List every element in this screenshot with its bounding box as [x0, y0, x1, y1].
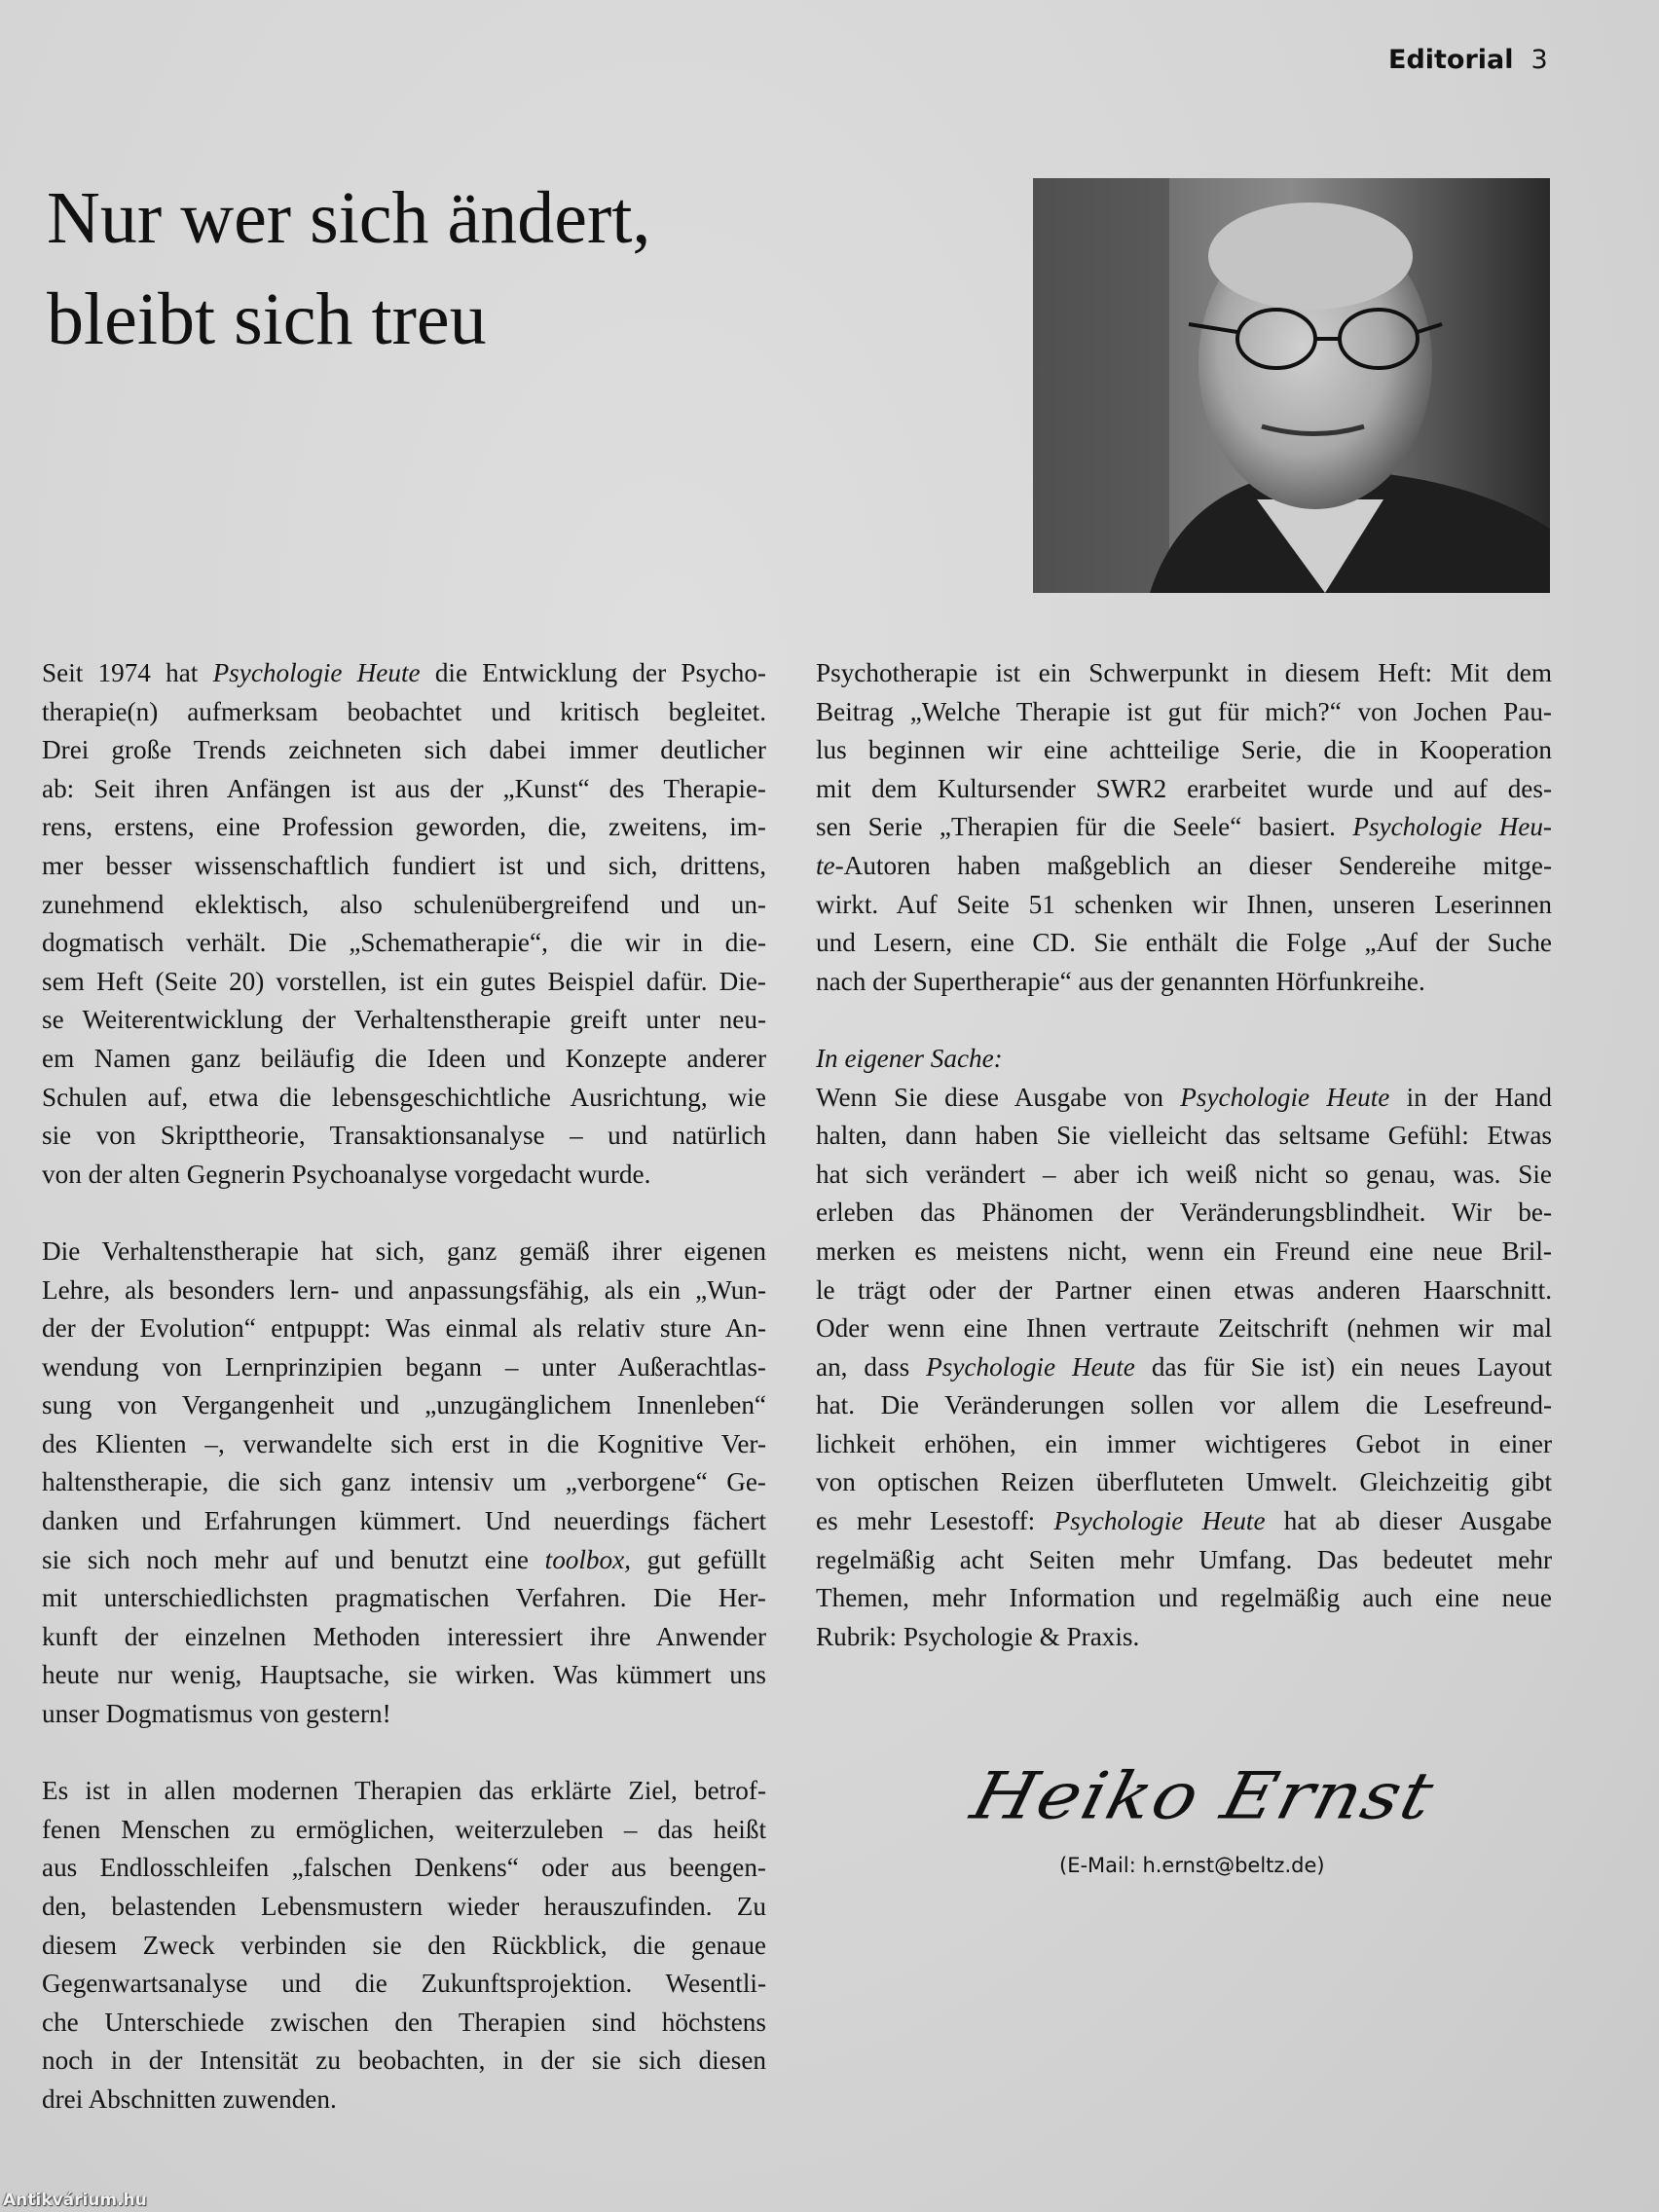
text-line: [42, 847, 766, 886]
right-column: [816, 654, 1552, 1695]
text-segment: Psychotherapie ist ein Schwerpunkt in diesem Heft: Mit dem: [816, 658, 1552, 687]
text-segment: dogmatisch verhält. Die „Schematherapie“, die wir in die-: [42, 928, 766, 958]
page-header: [1388, 45, 1548, 75]
text-line: [42, 808, 766, 847]
text-line: [42, 1001, 766, 1040]
text-segment: Oder wenn eine Ihnen vertraute Zeitschrift (nehmen wir mal: [816, 1313, 1552, 1344]
text-segment: von der alten Gegnerin Psychoanalyse vorgedacht wurde.: [42, 1159, 651, 1189]
text-segment: sie von Skripttheorie, Transaktionsanalyse – und natürlich: [42, 1121, 766, 1151]
text-line: [816, 963, 1552, 1002]
text-segment: es mehr Lesestoff:: [816, 1506, 1054, 1536]
text-line: [816, 770, 1552, 809]
text-segment: sie sich noch mehr auf und benutzt eine: [42, 1544, 545, 1574]
text-line: [42, 2081, 766, 2120]
italic-text-segment: Psychologie Heute: [1180, 1082, 1390, 1112]
text-line: [816, 1618, 1552, 1657]
text-line: [816, 693, 1552, 732]
signature-text: Heiko Ernst: [964, 1758, 1443, 1834]
paragraph: [42, 654, 766, 1194]
italic-text-segment: Psychologie Heute: [212, 658, 421, 687]
text-line: [816, 1541, 1552, 1580]
text-line: [42, 1425, 766, 1464]
author-photo: [1033, 178, 1550, 593]
text-line: [816, 847, 1552, 886]
portrait-image: [1033, 178, 1550, 593]
watermark: Antikvárium.hu: [3, 2191, 147, 2210]
text-line: [816, 1156, 1552, 1195]
text-line: [816, 1386, 1552, 1425]
paragraph: [816, 1040, 1552, 1657]
text-line: [42, 886, 766, 925]
title-line: Nur wer sich ändert,: [47, 177, 651, 259]
text-line: [816, 731, 1552, 770]
text-line: [816, 1348, 1552, 1387]
text-segment: wendung von Lernprinzipien begann – unter Außerachtlas-: [42, 1351, 766, 1382]
text-line: [816, 654, 1552, 693]
text-segment: merken es meistens nicht, wenn ein Freund eine neue Bril-: [816, 1235, 1552, 1266]
text-line: [42, 1849, 766, 1888]
text-line: [42, 1541, 766, 1580]
text-segment: heute nur wenig, Hauptsache, sie wirken. Was kümmert uns: [42, 1660, 766, 1690]
italic-text-segment: Psychologie Heute: [926, 1351, 1135, 1382]
text-segment: die Entwicklung der Psycho-: [420, 658, 766, 687]
text-segment: regelmäßig acht Seiten mehr Umfang. Das bedeutet mehr: [816, 1544, 1552, 1574]
text-line: [816, 1463, 1552, 1502]
text-line: [42, 2004, 766, 2043]
section-label: Editorial: [1388, 45, 1514, 75]
italic-text-segment: toolbox,: [544, 1544, 631, 1574]
text-segment: drei Abschnitten zuwenden.: [42, 2083, 337, 2114]
text-line: [816, 1425, 1552, 1464]
text-segment: erleben das Phänomen der Veränderungsblindheit. Wir be-: [816, 1198, 1552, 1228]
text-line: [816, 924, 1552, 963]
text-segment: ab: Seit ihren Anfängen ist aus der „Kunst“ des Therapie-: [42, 773, 766, 803]
text-line: [42, 1156, 766, 1195]
text-segment: Themen, mehr Information und regelmäßig auch eine neue: [816, 1583, 1552, 1613]
text-segment: in der Hand: [1389, 1082, 1552, 1112]
paragraph: [42, 1772, 766, 2119]
text-segment: fenen Menschen zu ermöglichen, weiterzuleben – das heißt: [42, 1814, 766, 1844]
text-segment: unser Dogmatismus von gestern!: [42, 1699, 391, 1729]
text-line: [816, 1117, 1552, 1156]
text-line: [42, 1811, 766, 1850]
text-line: [42, 2042, 766, 2081]
text-line: [42, 1272, 766, 1310]
text-line: [42, 654, 766, 693]
text-line: [42, 693, 766, 732]
text-segment: zunehmend eklektisch, also schulenübergreifend und un-: [42, 889, 766, 919]
text-line: [42, 1309, 766, 1348]
text-segment: Wenn Sie diese Ausgabe von: [816, 1082, 1181, 1112]
text-segment: sung von Vergangenheit und „unzugänglichem Innenleben“: [42, 1390, 766, 1420]
text-line: [42, 1695, 766, 1734]
text-segment: von optischen Reizen überfluteten Umwelt. Gleichzeitig gibt: [816, 1467, 1552, 1497]
text-line: [816, 1309, 1552, 1348]
text-segment: Seit 1974 hat: [42, 658, 213, 687]
text-segment: des Klienten –, verwandelte sich erst in die Kognitive Ver-: [42, 1428, 766, 1458]
text-segment: Drei große Trends zeichneten sich dabei immer deutlicher: [42, 735, 766, 765]
text-segment: hat ab dieser Ausgabe: [1265, 1506, 1552, 1536]
text-line: [42, 1965, 766, 2004]
text-segment: Gegenwartsanalyse und die Zukunftsprojektion. Wesentli-: [42, 1969, 766, 1999]
text-line: [816, 1272, 1552, 1310]
text-segment: sem Heft (Seite 20) vorstellen, ist ein gutes Beispiel dafür. Die-: [42, 966, 766, 996]
text-line: [42, 1656, 766, 1695]
text-segment: Lehre, als besonders lern- und anpassungsfähig, als ein „Wun-: [42, 1274, 766, 1305]
text-line: [816, 1194, 1552, 1233]
text-segment: lichkeit erhöhen, ein immer wichtigeres Gebot in einer: [816, 1428, 1552, 1458]
text-segment: rens, erstens, eine Profession geworden, die, zweitens, im-: [42, 812, 766, 842]
text-segment: se Weiterentwicklung der Verhaltenstherapie greift unter neu-: [42, 1005, 766, 1035]
text-segment: lus beginnen wir eine achtteilige Serie, die in Kooperation: [816, 735, 1552, 765]
text-segment: diesem Zweck verbinden sie den Rückblick, die genaue: [42, 1930, 766, 1960]
text-segment: den, belastenden Lebensmustern wieder herauszufinden. Zu: [42, 1892, 766, 1921]
text-segment: das für Sie ist) ein neues Layout: [1134, 1351, 1552, 1382]
text-line: [42, 1233, 766, 1272]
text-segment: Rubrik: Psychologie & Praxis.: [816, 1621, 1140, 1651]
text-line: [42, 1502, 766, 1541]
text-line: [816, 1233, 1552, 1272]
text-line: [816, 1079, 1552, 1118]
text-line: [42, 1618, 766, 1657]
text-segment: mer besser wissenschaftlich fundiert ist und sich, drittens,: [42, 850, 766, 880]
author-email: (E-Mail: h.ernst@beltz.de): [1059, 1854, 1325, 1877]
text-segment: em Namen ganz beiläufig die Ideen und Konzepte anderer: [42, 1043, 766, 1073]
text-segment: Schulen auf, etwa die lebensgeschichtliche Ausrichtung, wie: [42, 1082, 766, 1112]
text-segment: mit dem Kultursender SWR2 erarbeitet wurde und auf des-: [816, 773, 1552, 803]
page-number: 3: [1530, 45, 1548, 75]
text-line: [816, 1502, 1552, 1541]
text-segment: nach der Supertherapie“ aus der genannten Hörfunkreihe.: [816, 966, 1425, 996]
text-line: [42, 924, 766, 963]
text-line: [42, 1579, 766, 1618]
text-line: [42, 1463, 766, 1502]
text-line: [42, 1117, 766, 1156]
text-line: [42, 1040, 766, 1079]
text-line: [816, 808, 1552, 847]
text-segment: halten, dann haben Sie vielleicht das seltsame Gefühl: Etwas: [816, 1121, 1552, 1151]
text-segment: der der Evolution“ entpuppt: Was einmal als relativ sture An-: [42, 1313, 766, 1344]
text-line: [42, 1079, 766, 1118]
text-segment: le trägt oder der Partner einen etwas anderen Haarschnitt.: [816, 1274, 1552, 1305]
text-segment: an, dass: [816, 1351, 927, 1382]
text-line: [816, 886, 1552, 925]
text-line: [42, 1772, 766, 1811]
page-title: [47, 167, 650, 370]
text-segment: che Unterschiede zwischen den Therapien sind höchstens: [42, 2007, 766, 2037]
text-line: [42, 731, 766, 770]
title-line: bleibt sich treu: [47, 278, 487, 360]
italic-text-segment: Psychologie Heute: [1053, 1506, 1266, 1536]
paragraph-subheading: In eigener Sache:: [816, 1043, 1003, 1073]
italic-text-segment: Psychologie Heu-: [1352, 812, 1552, 842]
left-column: [42, 654, 766, 2157]
text-segment: Die Verhaltenstherapie hat sich, ganz gemäß ihrer eigenen: [42, 1235, 766, 1266]
paragraph: [42, 1233, 766, 1734]
text-segment: mit unterschiedlichsten pragmatischen Verfahren. Die Her-: [42, 1583, 766, 1613]
italic-text-segment: te: [816, 850, 835, 880]
text-segment: gut gefüllt: [631, 1544, 766, 1574]
text-segment: wirkt. Auf Seite 51 schenken wir Ihnen, unseren Leserinnen: [816, 889, 1552, 919]
text-segment: aus Endlosschleifen „falschen Denkens“ oder aus beengen-: [42, 1853, 766, 1883]
paragraph: [816, 654, 1552, 1001]
text-segment: Es ist in allen modernen Therapien das erklärte Ziel, betrof-: [42, 1776, 766, 1806]
text-segment: haltenstherapie, die sich ganz intensiv um „verborgene“ Ge-: [42, 1467, 766, 1497]
text-segment: -Autoren haben maßgeblich an dieser Sendereihe mitge-: [834, 850, 1552, 880]
text-segment: und Lesern, eine CD. Sie enthält die Folge „Auf der Suche: [816, 928, 1552, 958]
signature: [964, 1738, 1443, 1860]
text-segment: hat sich verändert – aber ich weiß nicht so genau, was. Sie: [816, 1159, 1552, 1189]
text-segment: noch in der Intensität zu beobachten, in der sie sich diesen: [42, 2046, 766, 2076]
text-line: [816, 1579, 1552, 1618]
text-line: [42, 1386, 766, 1425]
text-line: [42, 1888, 766, 1927]
text-line: [42, 1348, 766, 1387]
text-segment: hat. Die Veränderungen sollen vor allem die Lesefreund-: [816, 1390, 1552, 1420]
text-line: [42, 963, 766, 1002]
text-segment: Beitrag „Welche Therapie ist gut für mich?“ von Jochen Pau-: [816, 696, 1552, 726]
text-segment: therapie(n) aufmerksam beobachtet und kritisch begleitet.: [42, 696, 766, 726]
text-segment: sen Serie „Therapien für die Seele“ basiert.: [816, 812, 1353, 842]
text-line: [42, 1927, 766, 1966]
text-segment: danken und Erfahrungen kümmert. Und neuerdings fächert: [42, 1506, 766, 1536]
text-segment: kunft der einzelnen Methoden interessiert ihre Anwender: [42, 1621, 766, 1651]
text-line: [42, 770, 766, 809]
